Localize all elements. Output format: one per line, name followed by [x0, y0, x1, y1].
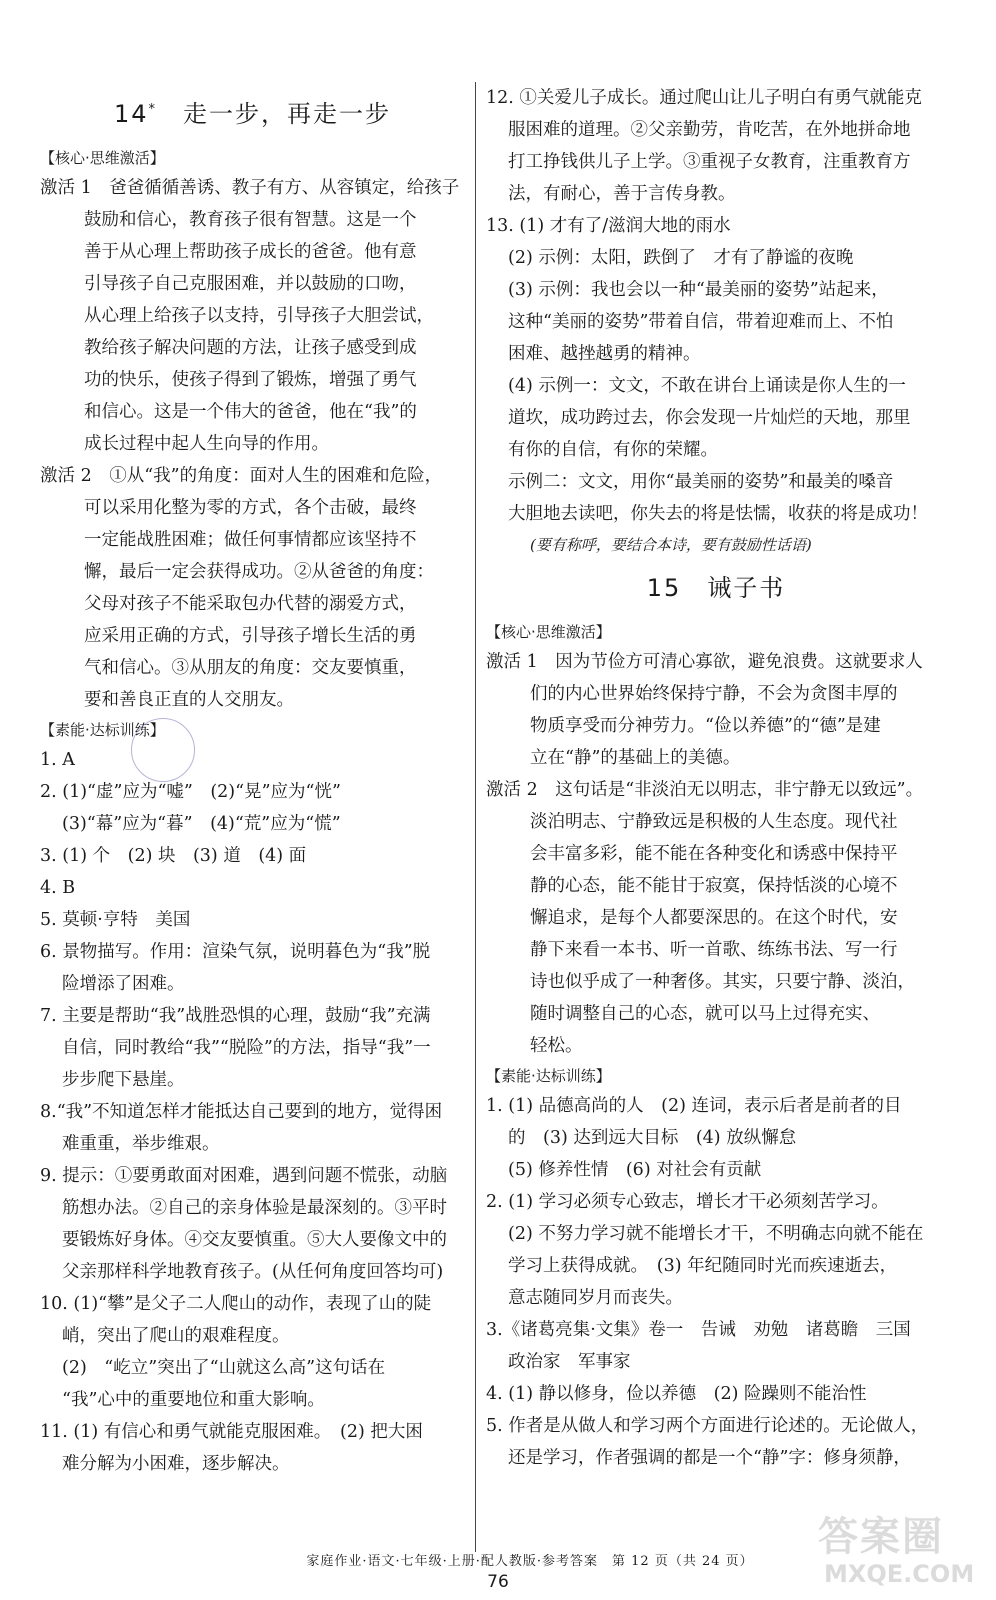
text-line: 的 (3) 达到远大目标 (4) 放纵懈怠 [508, 1128, 797, 1148]
right-lines-1 [486, 82, 946, 530]
text-line: 3.《诸葛亮集·文集》卷一 告诫 劝勉 诸葛瞻 三国 [486, 1320, 911, 1340]
text-line: 1. A [40, 750, 75, 770]
text-line: 从心理上给孩子以支持，引导孩子大胆尝试， [84, 306, 434, 326]
text-line: 2. (1)“虚”应为“嘘” (2)“晃”应为“恍” [40, 782, 341, 802]
text-line: 教给孩子解决问题的方法，让孩子感受到成 [84, 338, 417, 358]
text-line: 静下来看一本书、听一首歌、练练书法、写一行 [530, 940, 898, 960]
text-line: 13. (1) 才有了/滋润大地的雨水 [486, 216, 731, 236]
text-line: 懈，最后一定会获得成功。②从爸爸的角度： [84, 562, 434, 582]
text-line: 9. 提示：①要勇敢面对困难，遇到问题不慌张，动脑 [40, 1166, 448, 1186]
text-line: 应采用正确的方式，引导孩子增长生活的勇 [84, 626, 417, 646]
text-line: 和信心。这是一个伟大的爸爸，他在“我”的 [84, 402, 417, 422]
text-line: 激活 1 爸爸循循善诱、教子有方、从容镇定，给孩子 [40, 178, 460, 198]
text-line: 静的心态，能不能甘于寂寞，保持恬淡的心境不 [530, 876, 898, 896]
text-line: 6. 景物描写。作用：渲染气氛，说明暮色为“我”脱 [40, 942, 431, 962]
text-line: 气和信心。③从朋友的角度：交友要慎重， [84, 658, 417, 678]
text-line: 可以采用化整为零的方式，各个击破，最终 [84, 498, 417, 518]
lesson-title-text: 走一步，再走一步 [183, 100, 392, 128]
text-line: 示例二：文文，用你“最美丽的姿势”和最美的嗓音 [508, 472, 894, 492]
text-line: 2. (1) 学习必须专心致志，增长才干必须刻苦学习。 [486, 1192, 889, 1212]
text-line: 法，有耐心，善于言传身教。 [508, 184, 736, 204]
text-line: 12. ①关爱儿子成长。通过爬山让儿子明白有勇气就能克 [486, 88, 922, 108]
text-line: 这种“美丽的姿势”带着自信，带着迎难而上、不怕 [508, 312, 894, 332]
answer-note: (要有称呼，要结合本诗，要有鼓励性话语) [530, 536, 812, 554]
lesson-15-title [486, 572, 946, 604]
section-heading: 【素能·达标训练】 [40, 721, 165, 739]
text-line: 政治家 军事家 [508, 1352, 631, 1372]
lesson-mark: * [148, 102, 158, 117]
column-divider [475, 82, 476, 1552]
text-line: 要锻炼好身体。④交友要慎重。⑤大人要像文中的 [62, 1230, 447, 1250]
text-line: 11. (1) 有信心和勇气就能克服困难。 (2) 把大困 [40, 1422, 423, 1442]
text-line: 激活 2 这句话是“非淡泊无以明志，非宁静无以致远”。 [486, 780, 924, 800]
text-line: 还是学习，作者强调的都是一个“静”字：修身须静， [508, 1448, 911, 1468]
text-line: (3)“幕”应为“暮” (4)“荒”应为“慌” [62, 814, 341, 834]
text-line: 父亲那样科学地教育孩子。(从任何角度回答均可) [62, 1262, 444, 1282]
text-line: 险增添了困难。 [62, 974, 185, 994]
left-column [40, 82, 465, 1480]
text-line: 打工挣钱供儿子上学。③重视子女教育，注重教育方 [508, 152, 911, 172]
text-line: 一定能战胜困难；做任何事情都应该坚持不 [84, 530, 417, 550]
text-line: 3. (1) 个 (2) 块 (3) 道 (4) 面 [40, 846, 307, 866]
stamp-mark [131, 718, 195, 782]
page-footer: 家庭作业·语文·七年级·上册·配人教版·参考答案 第 12 页（共 24 页） [306, 1554, 754, 1569]
lesson-number: 14 [113, 100, 149, 128]
text-line: 诗也似乎成了一种奢侈。其实，只要宁静、淡泊， [530, 972, 915, 992]
right-lines-3 [486, 1090, 946, 1474]
text-line: 父母对孩子不能采取包办代替的溺爱方式， [84, 594, 417, 614]
text-line: 学习上获得成就。 (3) 年纪随同时光而疾速逝去， [508, 1256, 898, 1276]
text-line: 5. 作者是从做人和学习两个方面进行论述的。无论做人， [486, 1416, 929, 1436]
text-line: 步步爬下悬崖。 [62, 1070, 185, 1090]
text-line: 困难、越挫越勇的精神。 [508, 344, 701, 364]
text-line: 要和善良正直的人交朋友。 [84, 690, 294, 710]
text-line: 峭，突出了爬山的艰难程度。 [62, 1326, 290, 1346]
right-lines-2 [486, 646, 946, 1062]
text-line: (3) 示例：我也会以一种“最美丽的姿势”站起来， [508, 280, 889, 300]
text-line: 服困难的道理。②父亲勤劳，肯吃苦，在外地拼命地 [508, 120, 911, 140]
text-line: (2) 示例：太阳，跌倒了 才有了静谧的夜晚 [508, 248, 854, 268]
text-line: 淡泊明志、宁静致远是积极的人生态度。现代社 [530, 812, 898, 832]
text-line: 轻松。 [530, 1036, 583, 1056]
text-line: 们的内心世界始终保持宁静，不会为贪图丰厚的 [530, 684, 898, 704]
text-line: 难分解为小困难，逐步解决。 [62, 1454, 290, 1474]
right-column [486, 82, 946, 1474]
text-line: 意志随同岁月而丧失。 [508, 1288, 683, 1308]
text-line: 立在“静”的基础上的美德。 [530, 748, 741, 768]
text-line: 5. 莫顿·亨特 美国 [40, 910, 191, 930]
watermark-logo [818, 1505, 975, 1590]
text-line: 引导孩子自己克服困难，并以鼓励的口吻， [84, 274, 417, 294]
text-line: 4. B [40, 878, 76, 898]
text-line: 鼓励和信心，教育孩子很有智慧。这是一个 [84, 210, 417, 230]
text-line: 随时调整自己的心态，就可以马上过得充实、 [530, 1004, 880, 1024]
text-line: (5) 修养性情 (6) 对社会有贡献 [508, 1160, 762, 1180]
lesson-14-title [40, 94, 465, 130]
text-line: 难重重，举步维艰。 [62, 1134, 220, 1154]
page-number: 76 [487, 1572, 509, 1592]
section-heading: 【核心·思维激活】 [40, 149, 165, 167]
section-heading: 【素能·达标训练】 [486, 1067, 611, 1085]
text-line: 激活 1 因为节俭方可清心寡欲，避免浪费。这就要求人 [486, 652, 923, 672]
text-line: 4. (1) 静以修身，俭以养德 (2) 险躁则不能治性 [486, 1384, 867, 1404]
text-line: “我”心中的重要地位和重大影响。 [62, 1390, 325, 1410]
text-line: 物质享受而分神劳力。“俭以养德”的“德”是建 [530, 716, 881, 736]
text-line: 激活 2 ①从“我”的角度：面对人生的困难和危险， [40, 466, 443, 486]
text-line: (2) “屹立”突出了“山就这么高”这句话在 [62, 1358, 386, 1378]
text-line: 功的快乐，使孩子得到了锻炼，增强了勇气 [84, 370, 417, 390]
watermark-url: MXQE.COM [824, 1560, 975, 1588]
text-line: 会丰富多彩，能不能在各种变化和诱惑中保持平 [530, 844, 898, 864]
lesson-title-text: 诫子书 [707, 574, 786, 602]
left-lines-1 [40, 172, 465, 716]
text-line: 自信，同时教给“我”“脱险”的方法，指导“我”一 [62, 1038, 431, 1058]
text-line: 1. (1) 品德高尚的人 (2) 连词，表示后者是前者的目 [486, 1096, 902, 1116]
left-lines-2 [40, 744, 465, 1480]
text-line: 道坎，成功跨过去，你会发现一片灿烂的天地，那里 [508, 408, 911, 428]
text-line: (2) 不努力学习就不能增长才干，不明确志向就不能在 [508, 1224, 924, 1244]
text-line: 懈追求，是每个人都要深思的。在这个时代，安 [530, 908, 898, 928]
lesson-number: 15 [646, 574, 682, 602]
text-line: 7. 主要是帮助“我”战胜恐惧的心理，鼓励“我”充满 [40, 1006, 431, 1026]
section-heading: 【核心·思维激活】 [486, 623, 611, 641]
watermark-text: 答案圈 [818, 1514, 944, 1560]
text-line: 10. (1)“攀”是父子二人爬山的动作，表现了山的陡 [40, 1294, 432, 1314]
text-line: 成长过程中起人生向导的作用。 [84, 434, 329, 454]
text-line: 筋想办法。②自己的亲身体验是最深刻的。③平时 [62, 1198, 447, 1218]
text-line: 善于从心理上帮助孩子成长的爸爸。他有意 [84, 242, 417, 262]
text-line: 有你的自信，有你的荣耀。 [508, 440, 718, 460]
text-line: (4) 示例一：文文，不敢在讲台上诵读是你人生的一 [508, 376, 906, 396]
text-line: 大胆地去读吧，你失去的将是怯懦，收获的将是成功！ [508, 504, 928, 524]
text-line: 8.“我”不知道怎样才能抵达自己要到的地方，觉得困 [40, 1102, 443, 1122]
